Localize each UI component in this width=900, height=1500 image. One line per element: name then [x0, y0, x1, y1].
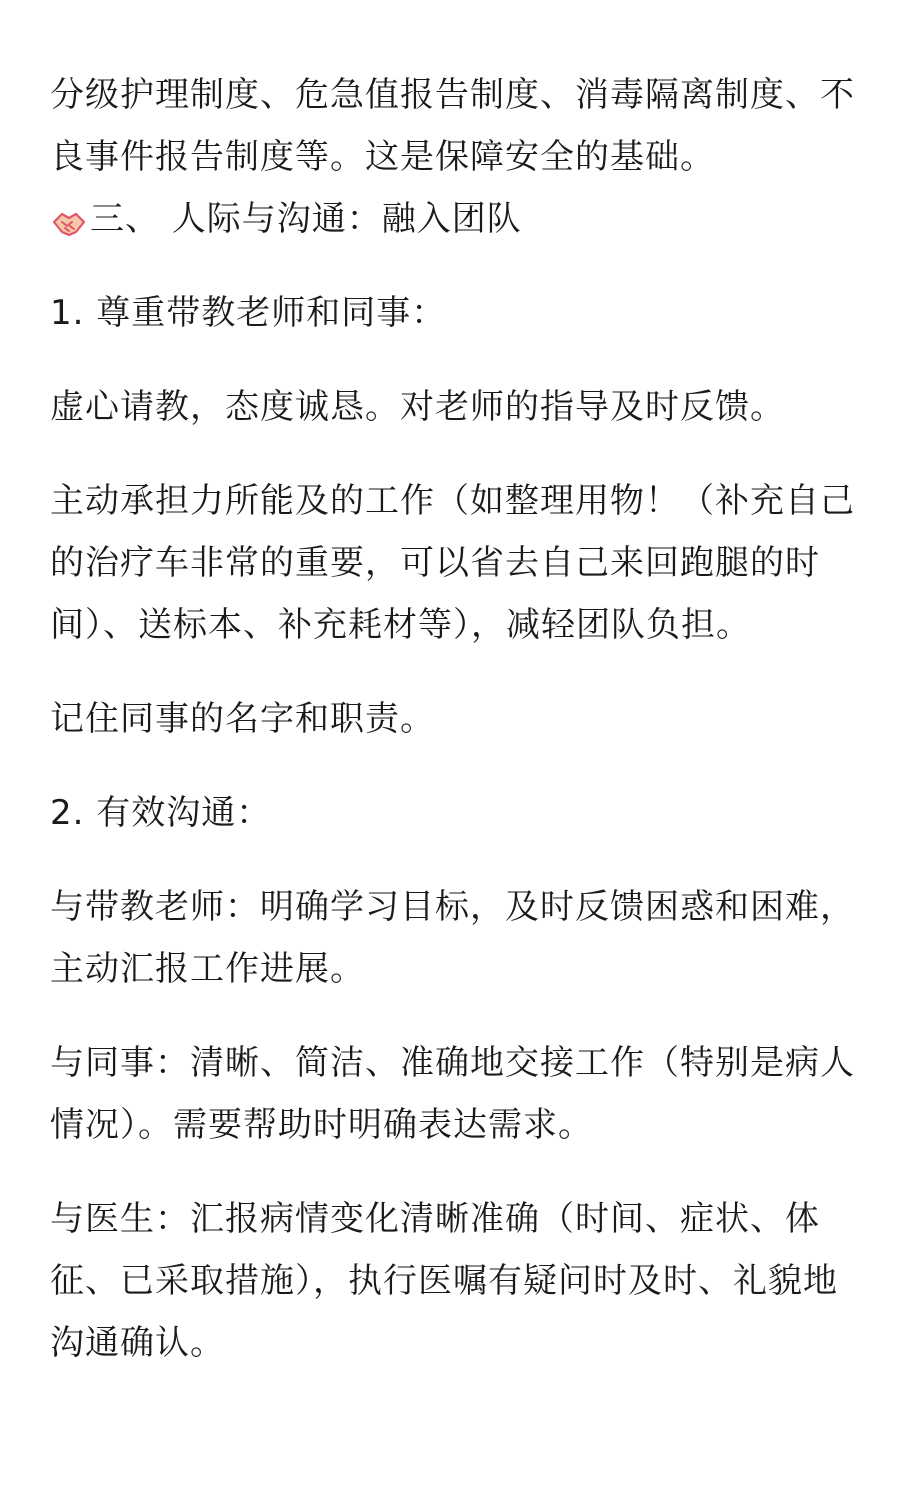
item-2-title: 2. 有效沟通： — [50, 793, 272, 833]
paragraph-rules: 分级护理制度、危急值报告制度、消毒隔离制度、不良事件报告制度等。这是保障安全的基础。 — [50, 75, 855, 177]
item-2-paragraph-3: 与医生：汇报病情变化清晰准确（时间、症状、体征、已采取措施），执行医嘱有疑问时及时、礼貌地沟通确认。 — [50, 1199, 838, 1363]
item-2-paragraph-2: 与同事：清晰、简洁、准确地交接工作（特别是病人情况）。需要帮助时明确表达需求。 — [50, 1043, 855, 1145]
article-body — [50, 64, 855, 1374]
item-1-paragraph-3: 记住同事的名字和职责。 — [50, 699, 435, 739]
item-2-paragraph-1: 与带教老师：明确学习目标，及时反馈困惑和困难，主动汇报工作进展。 — [50, 887, 855, 989]
item-1-paragraph-1: 虚心请教，态度诚恳。对老师的指导及时反馈。 — [50, 387, 785, 427]
section-3-title: 三、 人际与沟通：融入团队 — [90, 199, 522, 239]
item-1-paragraph-2: 主动承担力所能及的工作（如整理用物！（补充自己的治疗车非常的重要，可以省去自己来回跑腿的时间）、送标本、补充耗材等），减轻团队负担。 — [50, 481, 855, 645]
section-3-heading — [50, 188, 855, 250]
item-1-title: 1. 尊重带教老师和同事： — [50, 293, 447, 333]
handshake-icon — [50, 200, 88, 238]
